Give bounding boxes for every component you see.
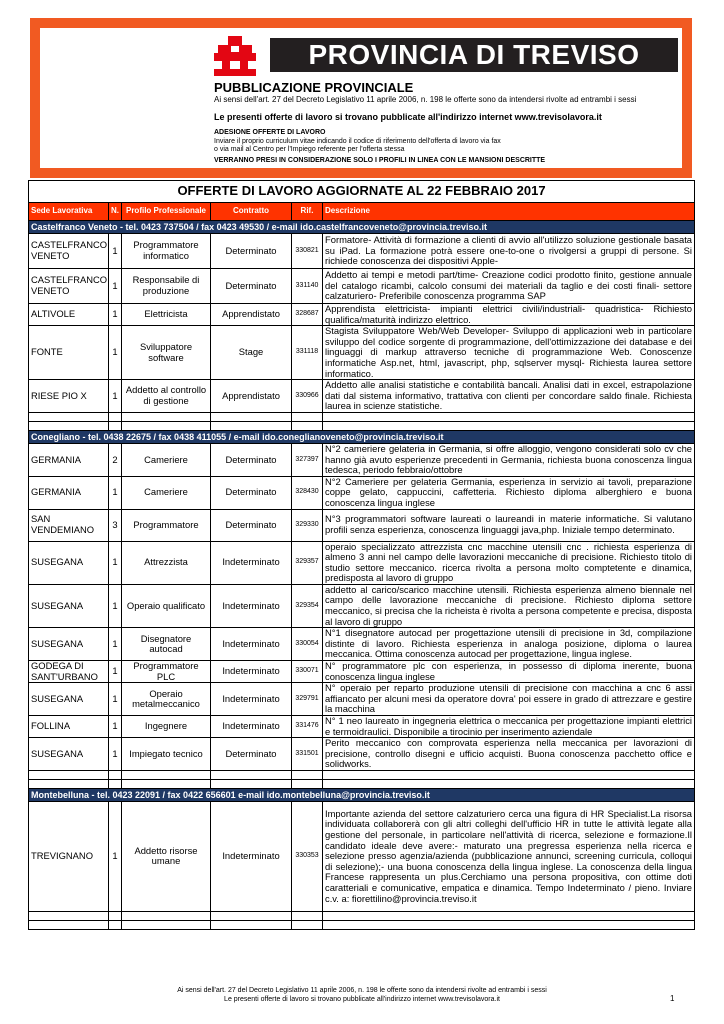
cell-n: 1 xyxy=(109,738,122,771)
cell-sede: SUSEGANA xyxy=(29,584,109,627)
cell-rif: 331476 xyxy=(292,716,323,738)
empty-cell xyxy=(122,421,211,430)
empty-cell xyxy=(122,412,211,421)
empty-cell xyxy=(292,911,323,920)
header-n: N. xyxy=(109,203,122,221)
spacer-row xyxy=(29,421,695,430)
cell-sede: CASTELFRANCO VENETO xyxy=(29,269,109,304)
cell-rif: 330054 xyxy=(292,628,323,661)
cell-profilo: Impiegato tecnico xyxy=(122,738,211,771)
cell-n: 1 xyxy=(109,541,122,584)
empty-cell xyxy=(122,920,211,929)
section-header-row xyxy=(29,430,695,443)
table-row xyxy=(29,269,695,304)
section-header-row xyxy=(29,788,695,801)
empty-cell xyxy=(323,770,695,779)
cell-sede: FONTE xyxy=(29,326,109,380)
table-row xyxy=(29,326,695,380)
cell-profilo: Programmatore xyxy=(122,509,211,541)
footer-legal-note: Ai sensi dell'art. 27 del Decreto Legislativo 11 aprile 2006, n. 198 le offerte sono da intendersi rivolte ad entrambi i sessi xyxy=(177,987,547,994)
cell-contratto: Determinato xyxy=(211,234,292,269)
table-row xyxy=(29,801,695,911)
cell-sede: SAN VENDEMIANO xyxy=(29,509,109,541)
cell-descrizione: addetto al carico/scarico macchine utensili. Richiesta esperienza almeno biennale nel campo delle lavorazione meccaniche di precisione. Richiesto diploma settore meccanico, si precisa che la richeista è rivolta a persona competente e precisa, disposta al lavoro di gruppo xyxy=(323,584,695,627)
cell-rif: 328687 xyxy=(292,304,323,326)
empty-cell xyxy=(323,911,695,920)
empty-cell xyxy=(211,770,292,779)
empty-cell xyxy=(29,779,109,788)
section-title: Conegliano - tel. 0438 22675 / fax 0438 411055 / e-mail ido.coneglianoveneto@provincia.treviso.it xyxy=(29,430,695,443)
section-title: Montebelluna - tel. 0423 22091 / fax 0422 656601 e-mail ido.montebelluna@provincia.treviso.it xyxy=(29,788,695,801)
cell-rif: 328430 xyxy=(292,476,323,509)
cell-rif: 330821 xyxy=(292,234,323,269)
cell-rif: 331118 xyxy=(292,326,323,380)
table-row xyxy=(29,683,695,716)
header-contratto: Contratto xyxy=(211,203,292,221)
cell-contratto: Indeterminato xyxy=(211,541,292,584)
document-title-row xyxy=(29,181,695,203)
empty-cell xyxy=(292,779,323,788)
empty-cell xyxy=(292,412,323,421)
empty-cell xyxy=(122,770,211,779)
cell-profilo: Elettricista xyxy=(122,304,211,326)
empty-cell xyxy=(109,920,122,929)
adesione-heading: ADESIONE OFFERTE DI LAVORO xyxy=(214,129,326,136)
table-row xyxy=(29,716,695,738)
empty-cell xyxy=(292,920,323,929)
cell-profilo: Operaio metalmeccanico xyxy=(122,683,211,716)
cell-descrizione: N° operaio per reparto produzione utensili di precisione con macchina a cnc 6 assi affiancato per alcuni mesi da operatore dovra' poi essere in grado di attrezzare e gestire la macchina xyxy=(323,683,695,716)
cell-descrizione: N° 1 neo laureato in ingegneria elettrica o meccanica per progettazione impianti elettrici e termoidraulici. Disponibile a tirocinio per inserimento aziendale xyxy=(323,716,695,738)
table-header-row xyxy=(29,203,695,221)
empty-cell xyxy=(122,779,211,788)
cell-contratto: Apprendistato xyxy=(211,380,292,413)
page-number: 1 xyxy=(670,994,675,1003)
cell-contratto: Indeterminato xyxy=(211,661,292,683)
cell-rif: 330353 xyxy=(292,801,323,911)
table-row xyxy=(29,509,695,541)
cell-rif: 330071 xyxy=(292,661,323,683)
table-row xyxy=(29,738,695,771)
provincia-logo-icon xyxy=(214,36,256,76)
empty-cell xyxy=(29,421,109,430)
empty-cell xyxy=(109,911,122,920)
cell-rif: 327397 xyxy=(292,443,323,476)
empty-cell xyxy=(109,421,122,430)
cell-descrizione: Stagista Sviluppatore Web/Web Developer- Sviluppo di applicazioni web in particolare sviluppo del codice sorgente di programmazione, dell'ottimizzazione dei database e dei linguaggi di markup attraverso tecniche di programmazione Web. Conoscenze informatiche Asp.net, html, javascript, php, sqlserver mysql- Richiesta laurea settore informatico. xyxy=(323,326,695,380)
banner-legal-note: Ai sensi dell'art. 27 del Decreto Legislativo 11 aprile 2006, n. 198 le offerte sono da intendersi rivolte ad entrambi i sessi xyxy=(214,95,637,104)
table-row xyxy=(29,584,695,627)
cell-n: 3 xyxy=(109,509,122,541)
cell-sede: TREVIGNANO xyxy=(29,801,109,911)
cell-contratto: Stage xyxy=(211,326,292,380)
table-row xyxy=(29,541,695,584)
cell-descrizione: N°1 disegnatore autocad per progettazione utensili di precisione in 3d, compilazione distinte di lavoro. Richiesta esperienza in analoga posizione, diploma o laurea meccanica. Ottima conoscenza autocad per progettazione, lingua inglese. xyxy=(323,628,695,661)
cell-rif: 330966 xyxy=(292,380,323,413)
cell-descrizione: Apprendista elettricista- impianti elettrici civili/industriali- quadristica- Richiesto qualifica/maturità indirizzo elettrico. xyxy=(323,304,695,326)
cell-sede: GERMANIA xyxy=(29,443,109,476)
cell-rif: 331140 xyxy=(292,269,323,304)
banner-web-note: Le presenti offerte di lavoro si trovano pubblicate all'indirizzo internet www.trevisolavora.it xyxy=(214,112,602,122)
cell-contratto: Indeterminato xyxy=(211,584,292,627)
cell-sede: SUSEGANA xyxy=(29,628,109,661)
spacer-row xyxy=(29,770,695,779)
empty-cell xyxy=(292,421,323,430)
header-profilo: Profilo Professionale xyxy=(122,203,211,221)
empty-cell xyxy=(323,920,695,929)
empty-cell xyxy=(323,779,695,788)
cell-contratto: Indeterminato xyxy=(211,683,292,716)
table-row xyxy=(29,628,695,661)
cell-contratto: Determinato xyxy=(211,443,292,476)
cell-profilo: Programmatore informatico xyxy=(122,234,211,269)
header-rif: Rif. xyxy=(292,203,323,221)
cell-n: 1 xyxy=(109,476,122,509)
cell-descrizione: Addetto alle analisi statistiche e contabilità bancali. Analisi dati in excel, estrapolazione dati dal sistema informativo, trattativa con clienti per concordare saldo finale. Richiesta laurea in scienze statistiche. xyxy=(323,380,695,413)
empty-cell xyxy=(211,911,292,920)
cell-rif: 331501 xyxy=(292,738,323,771)
cell-n: 1 xyxy=(109,234,122,269)
cell-profilo: Responsabile di produzione xyxy=(122,269,211,304)
offers-table-container xyxy=(28,180,694,930)
cell-descrizione: Importante azienda del settore calzaturiero cerca una figura di HR Specialist.La risorsa individuata collaborerà con gli altri colleghi dell'ufficio HR in tutte le attività legate alla gestione del personale, in particolare nell'attività di ricerca, selezione e formazione.Il candidato ideale deve avere:- maturato una pregressa esperienza nella ricerca e selezione presso agenzia/azienda (pubblicazione annunci, screening curricula, colloqui di selezione);- una buona conoscenza della lingua inglese. La conoscenza della lingua Francese rappresenta un plus.Cerchiamo una persona propositiva, con ottime doti caratteriali e comunicative, empatica e dinamica. Tempo Indeterminato / pieno. Inviare c.v. a: fiorettilino@provincia.treviso.it xyxy=(323,801,695,911)
table-row xyxy=(29,234,695,269)
empty-cell xyxy=(323,412,695,421)
cell-profilo: Sviluppatore software xyxy=(122,326,211,380)
empty-cell xyxy=(292,770,323,779)
provincia-title: PROVINCIA DI TREVISO xyxy=(270,38,678,72)
cell-contratto: Indeterminato xyxy=(211,628,292,661)
cell-n: 1 xyxy=(109,326,122,380)
table-row xyxy=(29,304,695,326)
cell-descrizione: Perito meccanico con comprovata esperienza nella meccanica per lavorazioni di precisione, controllo disegni e ufficio acquisti. Buona conoscenza pacchetto office e solidworks. xyxy=(323,738,695,771)
cell-descrizione: operaio specializzato attrezzista cnc macchine utensili cnc . richiesta esperienza di almeno 3 anni nel campo delle lavorazioni meccaniche di precisione. Richiesto titolo di studio settore meccanico. ricerca rivolta a persona molto comptetente e dinamica, predisposta al lavoro di gruppo xyxy=(323,541,695,584)
cell-n: 1 xyxy=(109,683,122,716)
spacer-row xyxy=(29,920,695,929)
adesione-text-1: Inviare il proprio curriculum vitae indicando il codice di riferimento dell'offerta di lavoro via fax xyxy=(214,138,501,145)
cell-contratto: Apprendistato xyxy=(211,304,292,326)
empty-cell xyxy=(109,412,122,421)
empty-cell xyxy=(211,779,292,788)
empty-cell xyxy=(323,421,695,430)
cell-profilo: Cameriere xyxy=(122,476,211,509)
cell-descrizione: N°2 Cameriere per gelateria Germania, esperienza in servizio ai tavoli, preparazione coppe gelato, cappuccini, caffetteria. Richiesto diploma alberghiero e buona conoscenza lingua inglese xyxy=(323,476,695,509)
empty-cell xyxy=(109,779,122,788)
cell-sede: SUSEGANA xyxy=(29,683,109,716)
cell-profilo: Disegnatore autocad xyxy=(122,628,211,661)
cell-sede: FOLLINA xyxy=(29,716,109,738)
cell-descrizione: N°3 programmatori software laureati o laureandi in materie informatiche. Si valutano profili senza esperienza, conoscenza linguaggi java,php. Iniziale tempo determinato. xyxy=(323,509,695,541)
header-descrizione: Descrizione xyxy=(323,203,695,221)
empty-cell xyxy=(211,920,292,929)
cell-n: 1 xyxy=(109,584,122,627)
cell-rif: 329357 xyxy=(292,541,323,584)
cell-descrizione: Addetto ai tempi e metodi part/time- Creazione codici prodotto finito, gestione annuale del catalogo ricambi, calcolo consumi dei materiali da taglio e dei costi finali- settore calzaturiero- Preferibile conoscenza programma SAP xyxy=(323,269,695,304)
banner-top-bar xyxy=(30,18,692,28)
cell-n: 1 xyxy=(109,716,122,738)
empty-cell xyxy=(29,911,109,920)
cell-profilo: Addetto al controllo di gestione xyxy=(122,380,211,413)
cell-rif: 329354 xyxy=(292,584,323,627)
page-footer xyxy=(0,986,724,1004)
cell-sede: CASTELFRANCO VENETO xyxy=(29,234,109,269)
cell-rif: 329330 xyxy=(292,509,323,541)
table-row xyxy=(29,380,695,413)
header-sede: Sede Lavorativa xyxy=(29,203,109,221)
cell-profilo: Operaio qualificato xyxy=(122,584,211,627)
cell-contratto: Determinato xyxy=(211,738,292,771)
section-header-row xyxy=(29,221,695,234)
footer-web-note: Le presenti offerte di lavoro si trovano pubblicate all'indirizzo internet www.trevisolavora.it xyxy=(224,996,500,1003)
empty-cell xyxy=(29,920,109,929)
banner-left-bar xyxy=(30,18,40,178)
cell-profilo: Attrezzista xyxy=(122,541,211,584)
cell-descrizione: N° programmatore plc con esperienza, in possesso di diploma inerente, buona conoscenza lingua inglese xyxy=(323,661,695,683)
empty-cell xyxy=(211,421,292,430)
spacer-row xyxy=(29,412,695,421)
cell-sede: RIESE PIO X xyxy=(29,380,109,413)
header-banner xyxy=(30,18,692,178)
cell-contratto: Determinato xyxy=(211,269,292,304)
cell-n: 1 xyxy=(109,269,122,304)
offers-table xyxy=(28,180,695,930)
spacer-row xyxy=(29,779,695,788)
cell-descrizione: Formatore- Attività di formazione a clienti di avvio all'utilizzo soluzione gestionale basata su iPad. La formazione potrà essere one-to-one o rivolgersi a gruppi di persone. Si richiede conoscenza dei dispositivi Apple- xyxy=(323,234,695,269)
cell-contratto: Determinato xyxy=(211,509,292,541)
cell-n: 1 xyxy=(109,801,122,911)
empty-cell xyxy=(122,911,211,920)
profili-note: VERRANNO PRESI IN CONSIDERAZIONE SOLO I PROFILI IN LINEA CON LE MANSIONI DESCRITTE xyxy=(214,157,546,164)
cell-sede: GODEGA DI SANT'URBANO xyxy=(29,661,109,683)
table-row xyxy=(29,476,695,509)
cell-profilo: Cameriere xyxy=(122,443,211,476)
cell-sede: SUSEGANA xyxy=(29,541,109,584)
cell-descrizione: N°2 cameriere gelateria in Germania, si offre alloggio, vengono considerati solo cv che hanno già avuto esperienze precedenti in Germania, richiesta buona conoscenza lingua tedesca, periodo febbraio/ottobre xyxy=(323,443,695,476)
cell-contratto: Indeterminato xyxy=(211,801,292,911)
cell-n: 1 xyxy=(109,661,122,683)
cell-n: 1 xyxy=(109,628,122,661)
empty-cell xyxy=(211,412,292,421)
table-row xyxy=(29,443,695,476)
cell-sede: SUSEGANA xyxy=(29,738,109,771)
cell-sede: GERMANIA xyxy=(29,476,109,509)
adesione-text-2: o via mail al Centro per l'Impiego referente per l'offerta stessa xyxy=(214,146,405,153)
banner-right-bar xyxy=(682,18,692,178)
cell-n: 2 xyxy=(109,443,122,476)
table-row xyxy=(29,661,695,683)
cell-profilo: Ingegnere xyxy=(122,716,211,738)
empty-cell xyxy=(29,770,109,779)
cell-profilo: Programmatore PLC xyxy=(122,661,211,683)
document-title: OFFERTE DI LAVORO AGGIORNATE AL 22 FEBBRAIO 2017 xyxy=(29,181,695,203)
cell-rif: 329791 xyxy=(292,683,323,716)
pubblicazione-heading: PUBBLICAZIONE PROVINCIALE xyxy=(214,80,414,95)
cell-n: 1 xyxy=(109,304,122,326)
banner-bottom-bar xyxy=(30,168,692,178)
cell-contratto: Determinato xyxy=(211,476,292,509)
empty-cell xyxy=(29,412,109,421)
section-title: Castelfranco Veneto - tel. 0423 737504 / fax 0423 49530 / e-mail ido.castelfrancoveneto@provincia.treviso.it xyxy=(29,221,695,234)
cell-sede: ALTIVOLE xyxy=(29,304,109,326)
cell-profilo: Addetto risorse umane xyxy=(122,801,211,911)
cell-contratto: Indeterminato xyxy=(211,716,292,738)
cell-n: 1 xyxy=(109,380,122,413)
spacer-row xyxy=(29,911,695,920)
empty-cell xyxy=(109,770,122,779)
